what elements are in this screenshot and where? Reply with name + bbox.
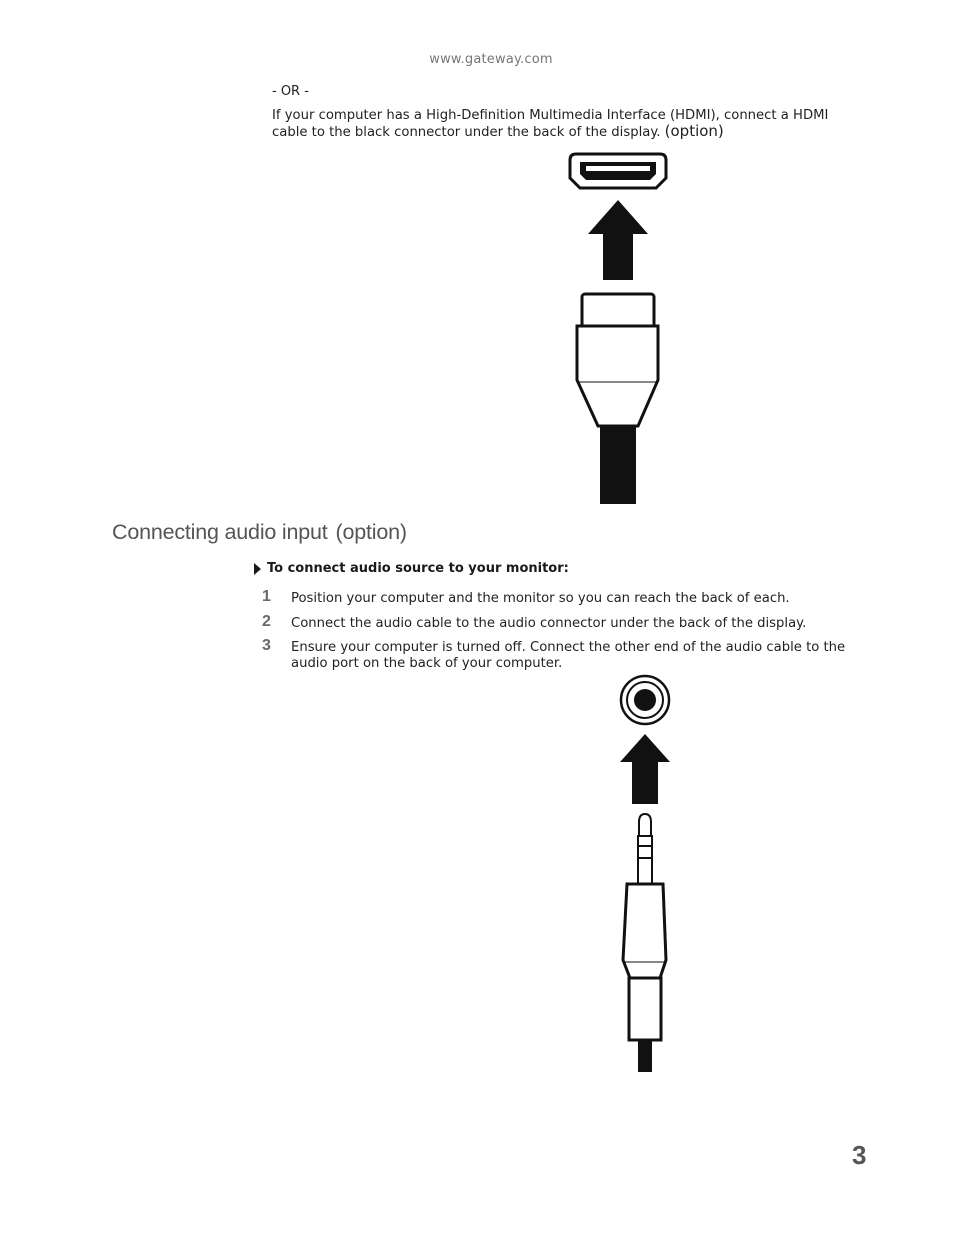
step-text: Ensure your computer is turned off. Connect the other end of the audio cable to the audio port on the back of your computer. bbox=[291, 640, 846, 671]
hdmi-port-icon bbox=[570, 154, 666, 188]
hdmi-plug-icon bbox=[577, 294, 658, 504]
hdmi-instruction bbox=[272, 108, 862, 140]
step-number: 1 bbox=[262, 588, 271, 605]
audio-plug-icon bbox=[623, 814, 666, 1072]
audio-jack-port-icon bbox=[621, 676, 669, 724]
step-number: 3 bbox=[262, 637, 271, 654]
section-title bbox=[112, 520, 407, 545]
step-number: 2 bbox=[262, 612, 271, 630]
header-url: www.gateway.com bbox=[429, 52, 553, 67]
step-item bbox=[262, 637, 872, 671]
section-option-label: (option) bbox=[335, 520, 407, 544]
audio-connection-illustration bbox=[610, 672, 680, 1076]
up-arrow-icon bbox=[588, 200, 648, 280]
procedure-triangle-icon bbox=[254, 563, 261, 575]
step-item bbox=[262, 588, 872, 607]
section-title-text: Connecting audio input bbox=[112, 520, 328, 544]
page-number: 3 bbox=[852, 1140, 867, 1170]
steps-list bbox=[262, 588, 872, 677]
procedure-label: To connect audio source to your monitor: bbox=[267, 561, 569, 576]
hdmi-connection-illustration bbox=[560, 150, 680, 510]
hdmi-option-label: (option) bbox=[664, 121, 724, 140]
step-text: Connect the audio cable to the audio connector under the back of the display. bbox=[291, 615, 807, 631]
step-text: Position your computer and the monitor so you can reach the back of each. bbox=[291, 591, 790, 606]
step-item bbox=[262, 613, 872, 632]
or-separator: - OR - bbox=[272, 84, 309, 99]
procedure-heading bbox=[254, 561, 569, 576]
up-arrow-icon bbox=[620, 734, 670, 804]
hdmi-instruction-text: If your computer has a High-Definition Multimedia Interface (HDMI), connect a HDMI cable to the black connector under the back of the display. bbox=[272, 108, 829, 140]
